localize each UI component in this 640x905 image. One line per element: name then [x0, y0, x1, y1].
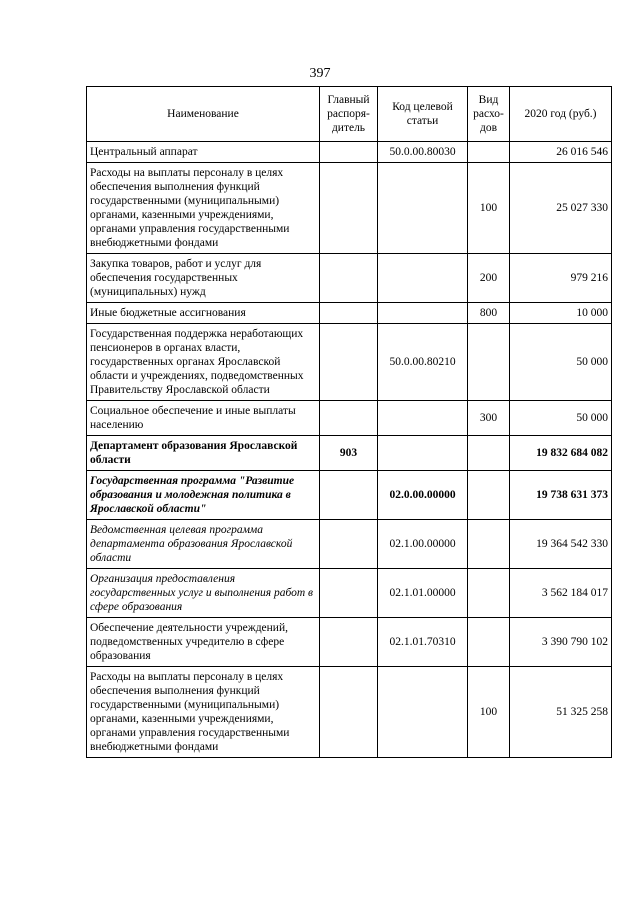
- cell-main-manager: 903: [320, 436, 378, 471]
- table-row: [87, 569, 612, 618]
- cell-amount: 19 832 684 082: [510, 436, 612, 471]
- cell-target-code: 50.0.00.80030: [378, 142, 468, 163]
- cell-target-code: [378, 303, 468, 324]
- cell-name: Департамент образования Ярославской области: [87, 436, 320, 471]
- cell-expense-type: 200: [468, 254, 510, 303]
- cell-main-manager: [320, 520, 378, 569]
- cell-main-manager: [320, 303, 378, 324]
- cell-expense-type: [468, 142, 510, 163]
- cell-main-manager: [320, 667, 378, 758]
- table-row: [87, 471, 612, 520]
- cell-target-code: 02.0.00.00000: [378, 471, 468, 520]
- cell-expense-type: [468, 618, 510, 667]
- cell-amount: 50 000: [510, 401, 612, 436]
- cell-name: Государственная поддержка неработающих пенсионеров в органах власти, государственных органах Ярославской области и учреждениях, подведомственных Правительству Ярославской области: [87, 324, 320, 401]
- cell-name: Обеспечение деятельности учреждений, подведомственных учредителю в сфере образования: [87, 618, 320, 667]
- cell-target-code: 02.1.01.70310: [378, 618, 468, 667]
- cell-target-code: [378, 254, 468, 303]
- table-row: [87, 324, 612, 401]
- cell-target-code: [378, 667, 468, 758]
- table-header-row: [87, 87, 612, 142]
- cell-expense-type: 100: [468, 163, 510, 254]
- cell-name: Закупка товаров, работ и услуг для обеспечения государственных (муниципальных) нужд: [87, 254, 320, 303]
- cell-main-manager: [320, 254, 378, 303]
- header-main-manager: Главный распоря-дитель: [320, 87, 378, 142]
- cell-expense-type: [468, 569, 510, 618]
- cell-expense-type: 800: [468, 303, 510, 324]
- cell-amount: 979 216: [510, 254, 612, 303]
- header-target-code: Код целевой статьи: [378, 87, 468, 142]
- cell-main-manager: [320, 471, 378, 520]
- cell-target-code: [378, 436, 468, 471]
- table-row: [87, 667, 612, 758]
- cell-main-manager: [320, 163, 378, 254]
- table-row: [87, 142, 612, 163]
- table-row: [87, 520, 612, 569]
- header-expense-type: Вид расхо-дов: [468, 87, 510, 142]
- cell-target-code: 50.0.00.80210: [378, 324, 468, 401]
- cell-amount: 25 027 330: [510, 163, 612, 254]
- header-name: Наименование: [87, 87, 320, 142]
- cell-target-code: [378, 401, 468, 436]
- cell-name: Социальное обеспечение и иные выплаты населению: [87, 401, 320, 436]
- cell-expense-type: 100: [468, 667, 510, 758]
- cell-amount: 19 364 542 330: [510, 520, 612, 569]
- table-row: [87, 436, 612, 471]
- cell-main-manager: [320, 142, 378, 163]
- cell-expense-type: [468, 471, 510, 520]
- page-number: 397: [309, 66, 331, 81]
- table-row: [87, 254, 612, 303]
- cell-expense-type: [468, 520, 510, 569]
- cell-name: Иные бюджетные ассигнования: [87, 303, 320, 324]
- cell-amount: 3 390 790 102: [510, 618, 612, 667]
- table-row: [87, 618, 612, 667]
- cell-name: Расходы на выплаты персоналу в целях обеспечения выполнения функций государственными (муниципальными) органами, казенными учреждениями, органами управления государственными внебюджетными фондами: [87, 163, 320, 254]
- cell-target-code: 02.1.01.00000: [378, 569, 468, 618]
- cell-main-manager: [320, 569, 378, 618]
- table-row: [87, 163, 612, 254]
- cell-name: Расходы на выплаты персоналу в целях обеспечения выполнения функций государственными (муниципальными) органами, казенными учреждениями, органами управления государственными внебюджетными фондами: [87, 667, 320, 758]
- cell-amount: 10 000: [510, 303, 612, 324]
- table-row: [87, 303, 612, 324]
- cell-name: Ведомственная целевая программа департамента образования Ярославской области: [87, 520, 320, 569]
- cell-main-manager: [320, 618, 378, 667]
- table-row: [87, 401, 612, 436]
- cell-expense-type: 300: [468, 401, 510, 436]
- cell-target-code: 02.1.00.00000: [378, 520, 468, 569]
- cell-amount: 26 016 546: [510, 142, 612, 163]
- table-body: [87, 142, 612, 758]
- cell-main-manager: [320, 324, 378, 401]
- cell-expense-type: [468, 324, 510, 401]
- cell-target-code: [378, 163, 468, 254]
- cell-expense-type: [468, 436, 510, 471]
- budget-table: [86, 86, 612, 758]
- cell-amount: 51 325 258: [510, 667, 612, 758]
- cell-amount: 3 562 184 017: [510, 569, 612, 618]
- cell-name: Центральный аппарат: [87, 142, 320, 163]
- cell-name: Организация предоставления государственных услуг и выполнения работ в сфере образования: [87, 569, 320, 618]
- cell-amount: 19 738 631 373: [510, 471, 612, 520]
- cell-name: Государственная программа "Развитие образования и молодежная политика в Ярославской области": [87, 471, 320, 520]
- header-year-2020: 2020 год (руб.): [510, 87, 612, 142]
- cell-amount: 50 000: [510, 324, 612, 401]
- cell-main-manager: [320, 401, 378, 436]
